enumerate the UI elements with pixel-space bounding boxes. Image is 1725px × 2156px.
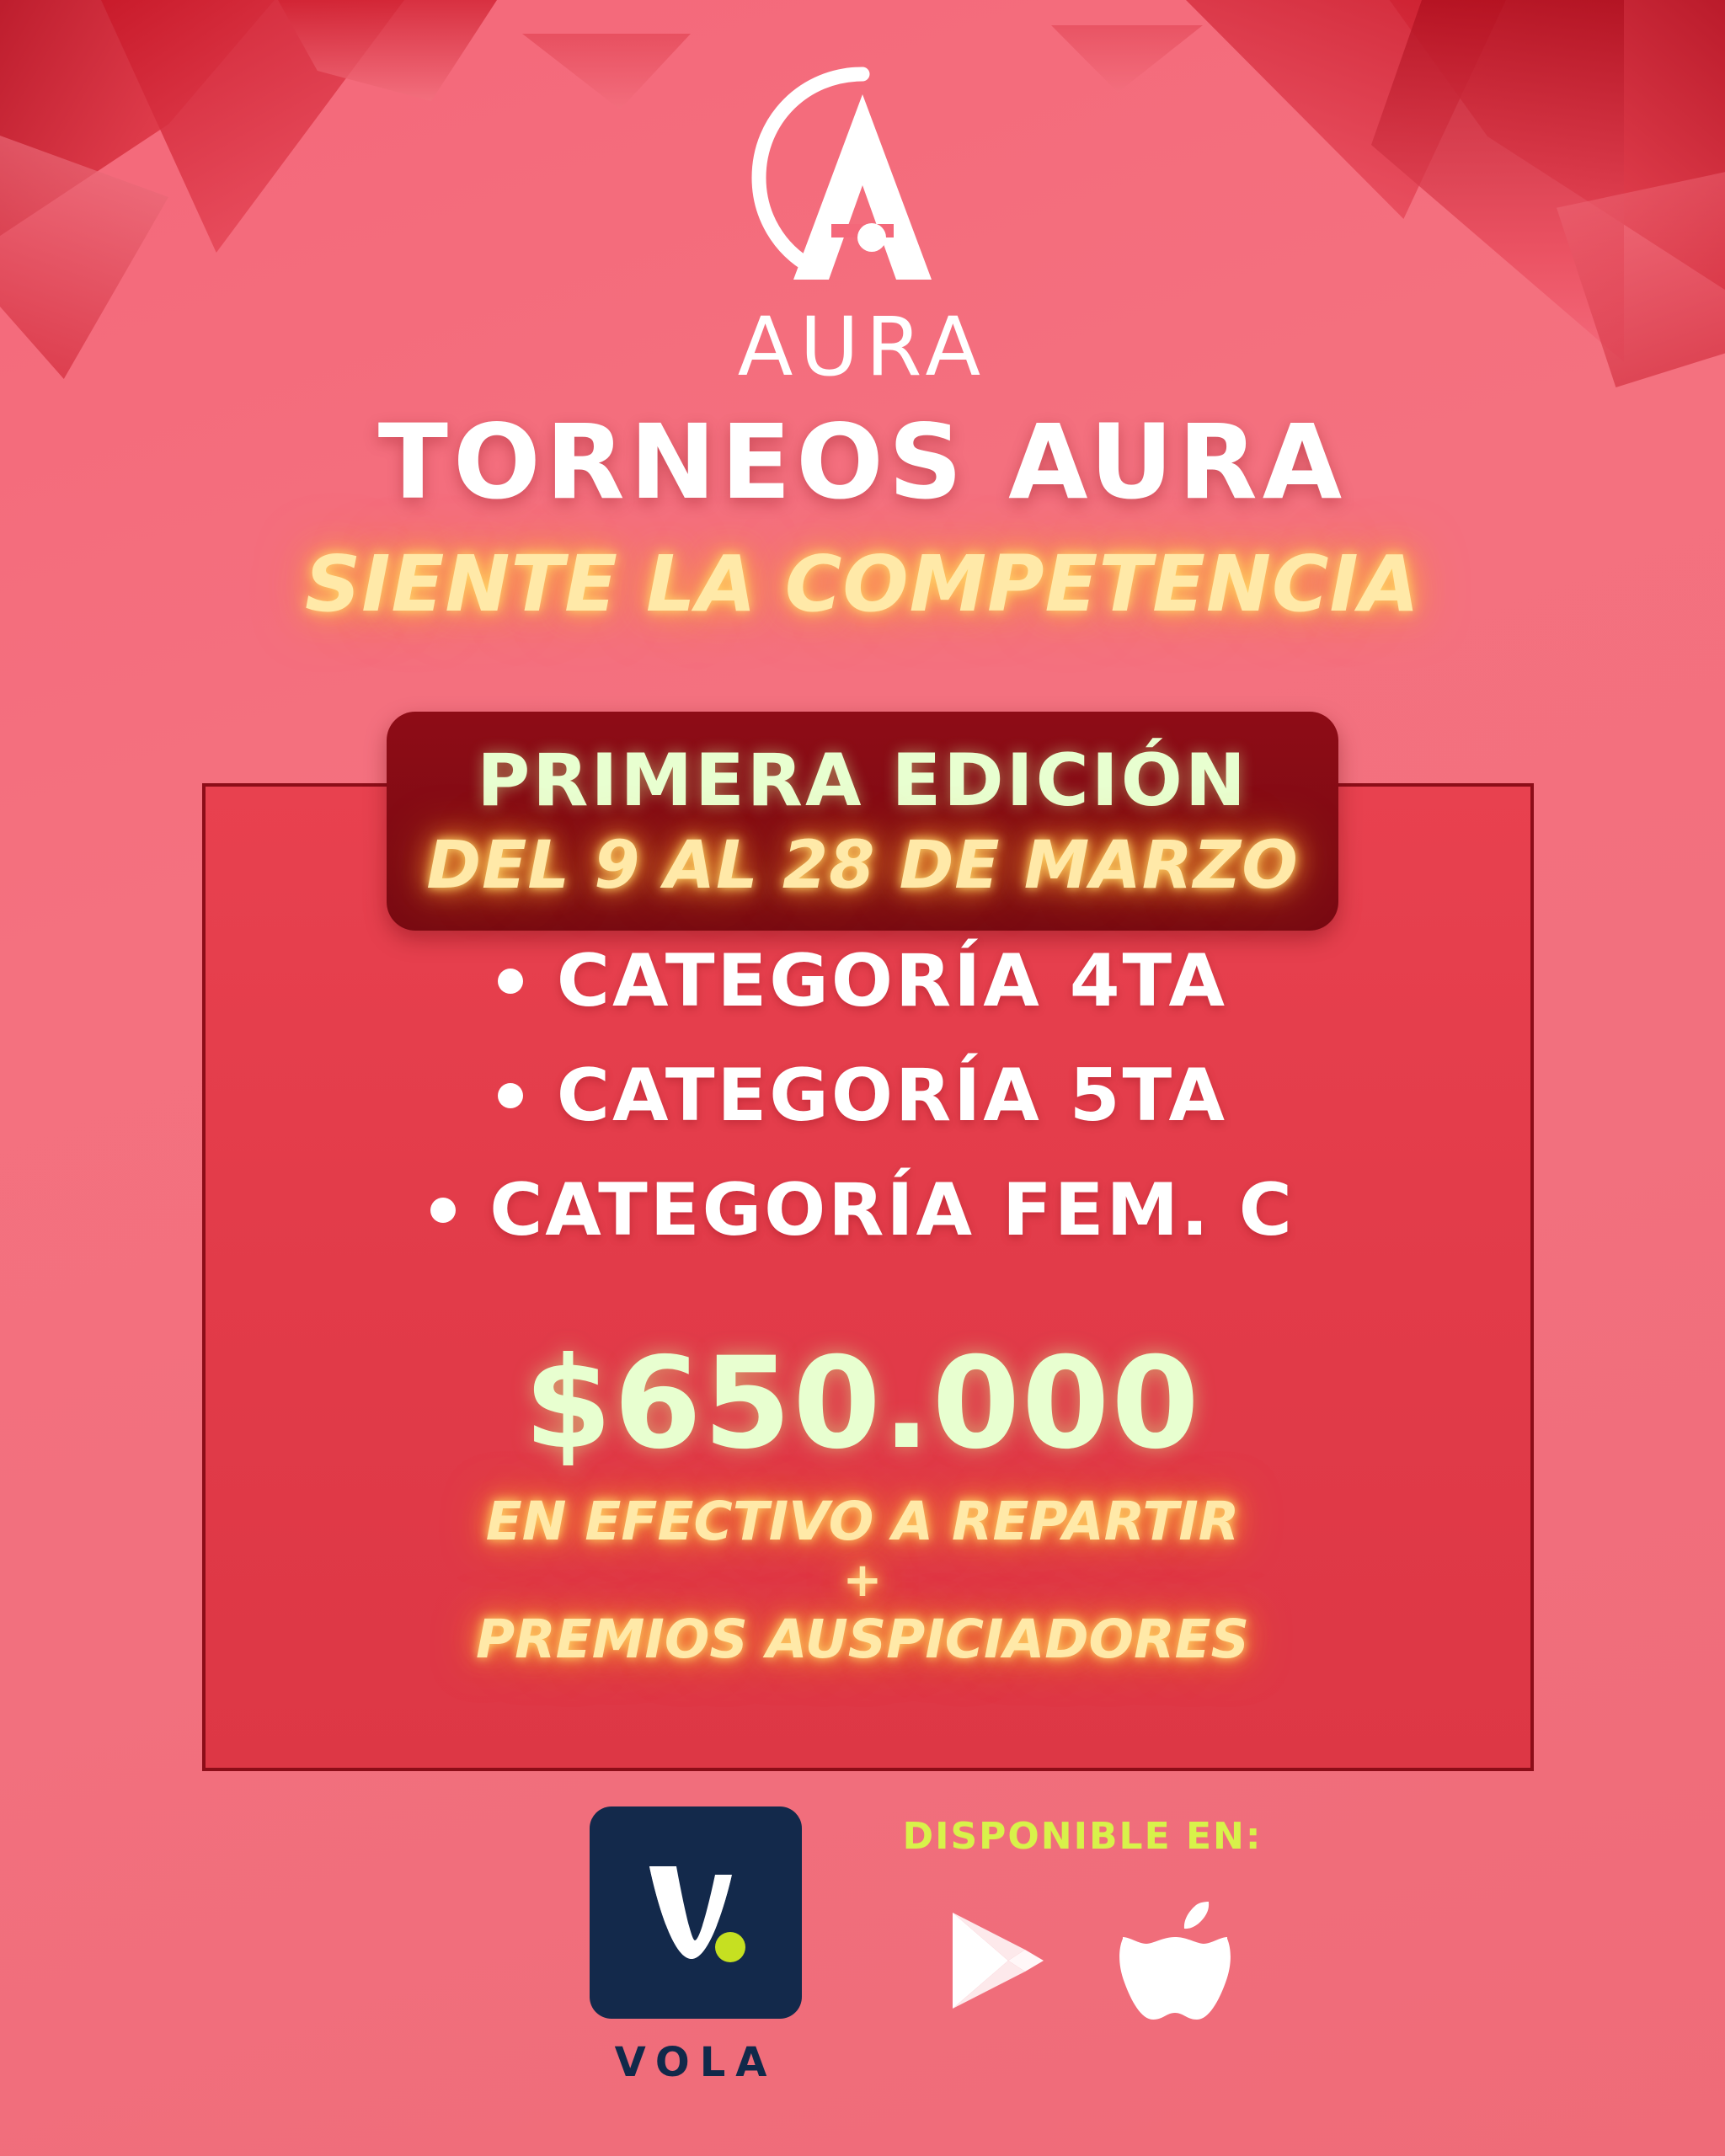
available-label: DISPONIBLE EN: [902,1815,1263,1858]
dates-label: DEL 9 AL 28 DE MARZO [426,828,1299,904]
brand-wordmark: AURA [737,300,988,394]
footer [0,1806,1725,2143]
vola-app-icon-tile [590,1806,802,2019]
edition-label: PRIMERA EDICIÓN [477,739,1248,823]
category-label: CATEGORÍA 5TA [556,1054,1228,1138]
google-play-icon[interactable] [931,1897,1057,2024]
prize-note-line1: EN EFECTIVO A REPARTIR [485,1491,1240,1552]
page-subtitle: SIENTE LA COMPETENCIA [305,539,1420,629]
page-title: TORNEOS AURA [377,403,1348,522]
edition-badge [387,712,1338,931]
category-label: CATEGORÍA 4TA [556,939,1228,1023]
list-item [0,1054,1725,1138]
bullet-icon [430,1198,456,1223]
list-item [0,1168,1725,1252]
prize-note [0,1491,1725,1672]
store-availability [884,1815,1280,2028]
prize-note-plus: + [842,1553,883,1609]
brand-logo [0,59,1725,394]
vola-v-logo-icon [624,1841,767,1984]
app-brand [590,1806,802,2086]
aura-a-logo-icon [724,59,1001,312]
list-item [0,939,1725,1023]
app-name: VOLA [614,2039,777,2086]
bullet-icon [498,1083,523,1108]
bullet-icon [498,969,523,994]
prize-note-line2: PREMIOS AUSPICIADORES [476,1609,1249,1671]
apple-app-store-icon[interactable] [1116,1893,1234,2028]
store-icon-row [884,1893,1280,2028]
prize-amount: $650.000 [524,1331,1201,1477]
category-list [0,939,1725,1283]
category-label: CATEGORÍA FEM. C [489,1168,1295,1252]
